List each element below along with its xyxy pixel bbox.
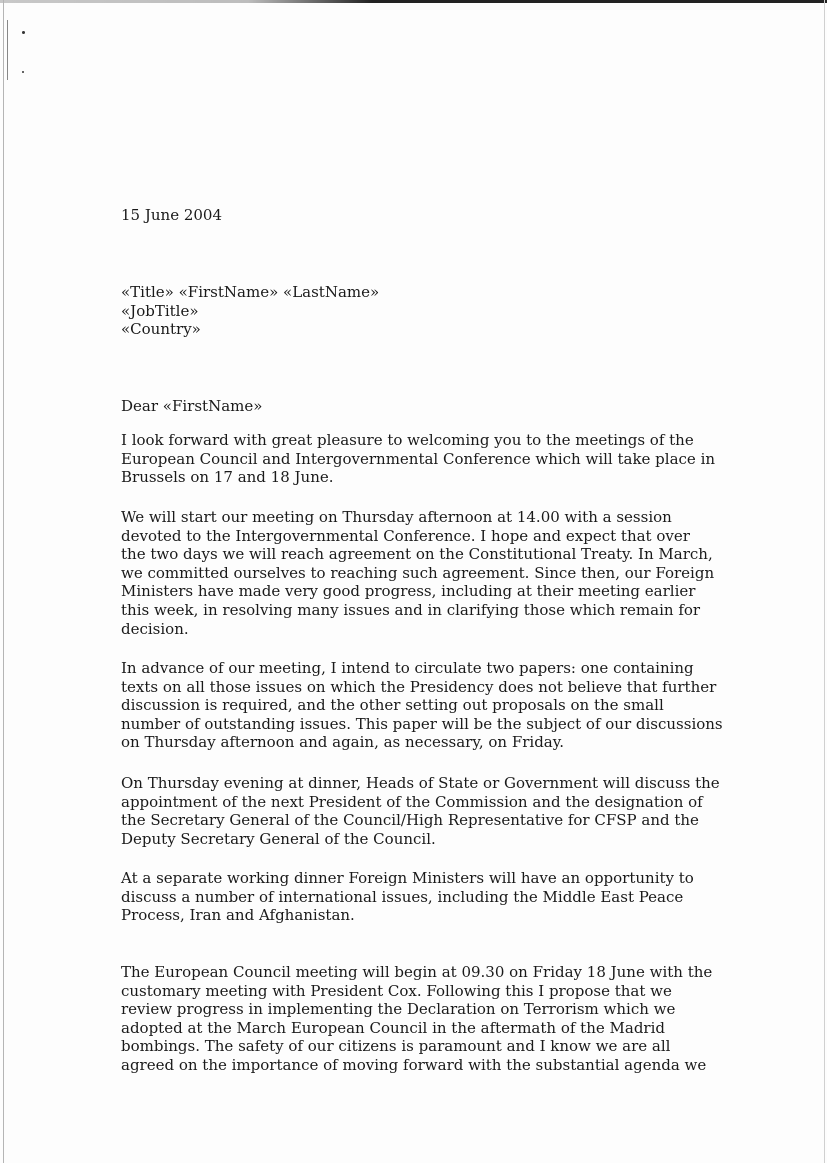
scan-border-right xyxy=(824,0,825,1163)
text-line: the Secretary General of the Council/High Representative for CFSP and the xyxy=(121,811,699,830)
text-line: adopted at the March European Council in the aftermath of the Madrid xyxy=(121,1018,665,1037)
text-line: customary meeting with President Cox. Following this I propose that we xyxy=(121,981,672,1000)
scan-border-top xyxy=(0,0,827,3)
scan-speck xyxy=(22,71,24,73)
text-line: I look forward with great pleasure to welcoming you to the meetings of the xyxy=(121,431,694,449)
text-line: At a separate working dinner Foreign Ministers will have an opportunity to xyxy=(121,869,694,887)
address-line: «Title» «FirstName» «LastName» xyxy=(121,283,380,301)
text-line: agreed on the importance of moving forward with the substantial agenda we xyxy=(121,1055,707,1074)
scan-border-left xyxy=(3,0,4,1163)
paragraph-3 xyxy=(121,659,721,752)
text-line: appointment of the next President of the Commission and the designation of xyxy=(121,792,703,811)
text-line: the two days we will reach agreement on the Constitutional Treaty. In March, xyxy=(121,545,713,564)
text-line: on Thursday afternoon and again, as necessary, on Friday. xyxy=(121,733,564,752)
text-line: On Thursday evening at dinner, Heads of State or Government will discuss the xyxy=(121,774,720,792)
paragraph-1 xyxy=(121,431,721,487)
scan-speck xyxy=(22,31,25,34)
letter-date xyxy=(121,206,721,225)
text-line: discuss a number of international issues, including the Middle East Peace xyxy=(121,887,684,906)
text-line: this week, in resolving many issues and in clarifying those which remain for xyxy=(121,600,701,619)
address-line: «Country» xyxy=(121,320,201,339)
text-line: review progress in implementing the Declaration on Terrorism which we xyxy=(121,1000,676,1019)
text-line: Process, Iran and Afghanistan. xyxy=(121,906,355,925)
text-line: European Council and Intergovernmental Conference which will take place in xyxy=(121,449,716,468)
text-line: discussion is required, and the other setting out proposals on the small xyxy=(121,696,664,715)
text-line: texts on all those issues on which the Presidency does not believe that further xyxy=(121,677,717,696)
text-line: Ministers have made very good progress, including at their meeting earlier xyxy=(121,582,696,601)
text-line: number of outstanding issues. This paper will be the subject of our discussions xyxy=(121,714,723,733)
paragraph-4 xyxy=(121,774,721,848)
paragraph-2 xyxy=(121,508,721,638)
scan-mark-left xyxy=(7,20,8,80)
paragraph-5 xyxy=(121,869,721,925)
salutation-line: Dear «FirstName» xyxy=(121,397,263,415)
salutation xyxy=(121,397,721,416)
paragraph-6 xyxy=(121,963,721,1075)
text-line: devoted to the Intergovernmental Conference. I hope and expect that over xyxy=(121,526,690,545)
address-line: «JobTitle» xyxy=(121,301,199,320)
date-line: 15 June 2004 xyxy=(121,206,223,224)
text-line: Deputy Secretary General of the Council. xyxy=(121,829,436,848)
text-line: bombings. The safety of our citizens is paramount and I know we are all xyxy=(121,1037,671,1056)
text-line: In advance of our meeting, I intend to circulate two papers: one containing xyxy=(121,659,694,677)
text-line: The European Council meeting will begin at 09.30 on Friday 18 June with the xyxy=(121,963,713,981)
text-line: Brussels on 17 and 18 June. xyxy=(121,468,334,487)
text-line: we committed ourselves to reaching such agreement. Since then, our Foreign xyxy=(121,563,715,582)
recipient-address xyxy=(121,283,721,339)
text-line: decision. xyxy=(121,619,189,638)
text-line: We will start our meeting on Thursday afternoon at 14.00 with a session xyxy=(121,508,672,526)
